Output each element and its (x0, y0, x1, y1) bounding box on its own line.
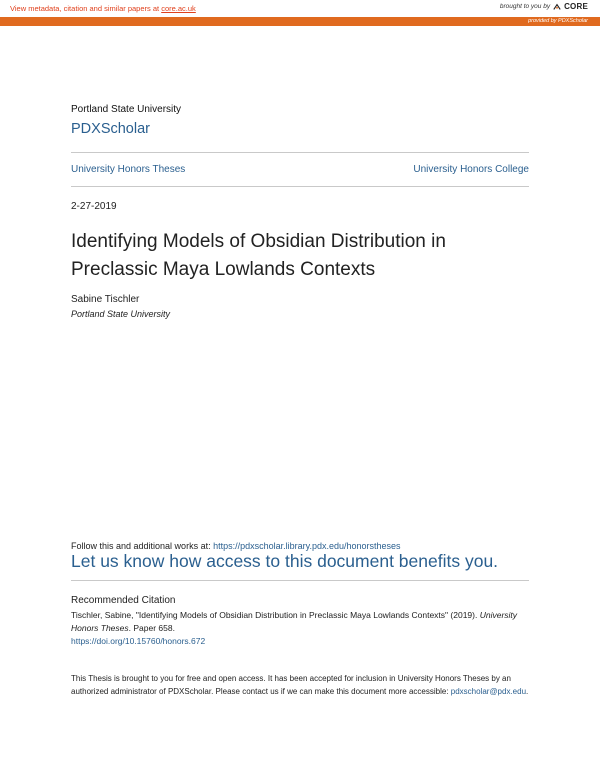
provided-by-text: provided by PDXScholar (528, 18, 588, 24)
divider-top (71, 152, 529, 153)
core-logo-text: CORE (564, 2, 588, 11)
citation-series: University Honors Theses (71, 610, 518, 633)
core-logo-icon (553, 3, 561, 11)
citation-heading: Recommended Citation (71, 595, 176, 606)
notice-body: This Thesis is brought to you for free and open access. It has been accepted for inclusion in University Honors Theses by an authorized administrator of PDXScholar. Please contact us if we can make this document more accessible: (71, 674, 511, 696)
contact-email-link[interactable]: pdxscholar@pdx.edu (450, 686, 527, 696)
paper-title: Identifying Models of Obsidian Distribution in Preclassic Maya Lowlands Contexts (71, 231, 446, 280)
follow-prefix: Follow this and additional works at: (71, 541, 214, 551)
divider-citation (71, 580, 529, 581)
doi-link[interactable]: https://doi.org/10.15760/honors.672 (71, 636, 206, 646)
access-notice (71, 673, 531, 698)
citation-paper-no: . Paper 658. (128, 623, 175, 633)
core-banner (0, 0, 600, 17)
core-metadata-link[interactable]: View metadata, citation and similar papers at core.ac.uk (10, 4, 196, 13)
divider-bottom (71, 186, 529, 187)
series-link-college[interactable]: University Honors College (413, 164, 529, 175)
publication-date: 2-27-2019 (71, 201, 117, 212)
core-domain-link[interactable]: core.ac.uk (161, 4, 196, 13)
brought-to-you-text: brought to you by (499, 3, 551, 10)
series-link-theses[interactable]: University Honors Theses (71, 164, 186, 175)
author-affiliation: Portland State University (71, 309, 171, 319)
author-name: Sabine Tischler (71, 294, 140, 305)
institution-name: Portland State University (71, 104, 182, 115)
provider-bar (0, 17, 600, 26)
notice-end: . (526, 686, 529, 696)
core-brand (500, 2, 588, 11)
citation-body: Tischler, Sabine, "Identifying Models of Obsidian Distribution in Preclassic Maya Lowlands Contexts" (2019). (71, 610, 480, 620)
feedback-link[interactable]: Let us know how access to this document benefits you. (71, 551, 499, 571)
citation-text (71, 609, 531, 648)
follow-line (71, 541, 401, 551)
repository-link[interactable]: PDXScholar (71, 121, 150, 137)
collection-url-link[interactable]: https://pdxscholar.library.pdx.edu/honorstheses (213, 541, 401, 551)
